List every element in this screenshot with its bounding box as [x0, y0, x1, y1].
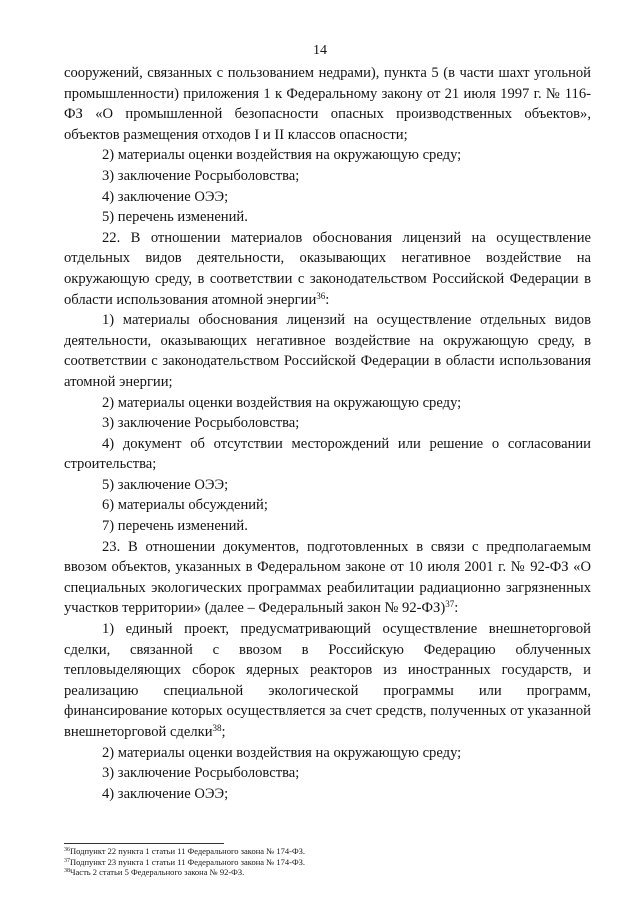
list-item: 4) заключение ОЭЭ; [102, 188, 229, 205]
body-text [64, 63, 591, 804]
page-number: 14 [313, 43, 327, 58]
list-item: 7) перечень изменений. [102, 518, 248, 535]
footnote: $^{37}$Подпункт 23 пункта 1 статьи 11 Федерального закона № 174-ФЗ. [64, 856, 306, 867]
footnote: $^{36}$Подпункт 22 пункта 1 статьи 11 Федерального закона № 174-ФЗ. [64, 846, 306, 856]
list-item: 3) заключение Росрыболовства; [102, 415, 300, 432]
list-item: 4) заключение ОЭЭ; [102, 785, 229, 802]
list-item: 5) перечень изменений. [102, 209, 248, 226]
list-item: 2) материалы оценки воздействия на окружающую среду; [102, 394, 462, 411]
list-item: 4) документ об отсутствии месторождений или решение о согласовании строительства; [64, 435, 591, 473]
list-item: 6) материалы обсуждений; [102, 497, 268, 514]
footnotes [64, 846, 591, 878]
footnote: $^{38}$Часть 2 статьи 5 Федерального закона № 92-ФЗ. [64, 867, 245, 877]
footnote-divider [64, 843, 224, 844]
footnote-ref: 37 [445, 599, 455, 610]
list-item: 2) материалы оценки воздействия на окружающую среду; [102, 147, 462, 164]
list-item: 3) заключение Росрыболовства; [102, 765, 300, 782]
list-item: 1) единый проект, предусматривающий осуществление внешнеторговой сделки, связанной с ввозом в Российскую Федерацию облученных тепловыделяющих сборок ядерных реакторов из иностранных государств, и реализацию специальной экологической программы или программ, финансирование которых осуществляется за счет средств, полученных от указанной внешнеторговой сделки$^{38}$; [64, 621, 591, 740]
list-item: 1) материалы обоснования лицензий на осуществление отдельных видов деятельности, оказывающих негативное воздействие на окружающую среду, в соответствии с законодательством Российской Федерации в области использования атомной энергии; [64, 312, 591, 390]
section-paragraph-22: 22. В отношении материалов обоснования лицензий на осуществление отдельных видов деятельности, оказывающих негативное воздействие на окружающую среду, в соответствии с законодательством Российской Федерации в области использования атомной энергии$^{36}$: [64, 229, 591, 308]
footnote-ref: 36 [316, 290, 326, 301]
list-item: 2) материалы оценки воздействия на окружающую среду; [102, 744, 462, 761]
list-item: 5) заключение ОЭЭ; [102, 476, 229, 493]
section-paragraph-23: 23. В отношении документов, подготовленных в связи с предполагаемым ввозом объектов, указанных в Федеральном законе от 10 июля 2001 г. № 92-ФЗ «О специальных экологических программах реабилитации радиационно загрязненных участков территории» (далее – Федеральный закон № 92-ФЗ)$^{37}$: [64, 538, 591, 617]
paragraph: сооружений, связанных с пользованием недрами), пункта 5 (в части шахт угольной промышленности) приложения 1 к Федеральному закону от 21 июля 1997 г. № 116-ФЗ «О промышленной безопасности опасных производственных объектов», объектов размещения отходов I и II классов опасности; [64, 65, 591, 143]
footnote-ref: 38 [212, 723, 222, 733]
list-item: 3) заключение Росрыболовства; [102, 167, 300, 184]
